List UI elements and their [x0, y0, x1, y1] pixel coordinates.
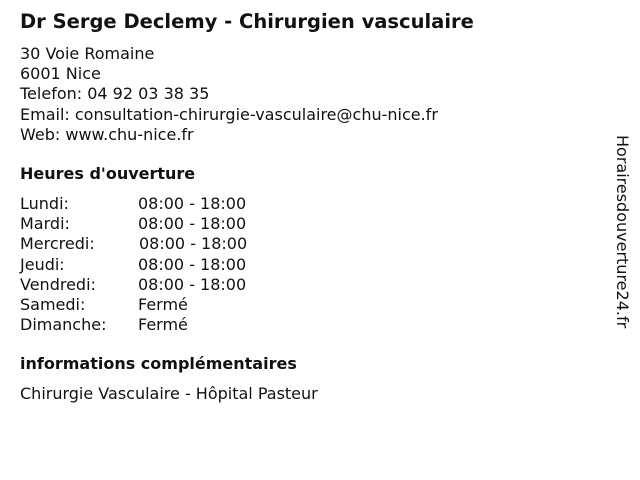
hours-value: 08:00 - 18:00 — [138, 254, 247, 274]
contact-block — [20, 44, 438, 145]
additional-info-heading: informations complémentaires — [20, 354, 297, 373]
page-title: Dr Serge Declemy - Chirurgien vasculaire — [20, 10, 474, 33]
hours-value: 08:00 - 18:00 — [139, 234, 248, 254]
day-label: Vendredi: — [20, 274, 96, 294]
day-label: Samedi: — [20, 294, 86, 314]
day-label: Dimanche: — [20, 315, 107, 335]
hours-value: 08:00 - 18:00 — [138, 274, 247, 294]
hours-value: 08:00 - 18:00 — [138, 194, 247, 213]
hours-value: Fermé — [138, 294, 188, 314]
phone-number: Telefon: 04 92 03 38 35 — [20, 84, 210, 104]
street-address: 30 Voie Romaine — [20, 44, 155, 63]
site-brand-label: Horairesdouverture24.fr — [613, 135, 632, 329]
day-label: Mercredi: — [20, 234, 95, 254]
opening-hours-heading: Heures d'ouverture — [20, 164, 196, 183]
hours-value: Fermé — [138, 315, 188, 335]
day-label: Mardi: — [20, 214, 70, 234]
additional-info-text: Chirurgie Vasculaire - Hôpital Pasteur — [20, 384, 318, 403]
city-address: 6001 Nice — [20, 64, 101, 84]
day-label: Lundi: — [20, 194, 69, 213]
website-address: Web: www.chu-nice.fr — [20, 124, 194, 144]
email-address: Email: consultation-chirurgie-vasculaire@chu-nice.fr — [20, 104, 438, 124]
day-label: Jeudi: — [20, 254, 65, 274]
hours-value: 08:00 - 18:00 — [138, 214, 247, 234]
